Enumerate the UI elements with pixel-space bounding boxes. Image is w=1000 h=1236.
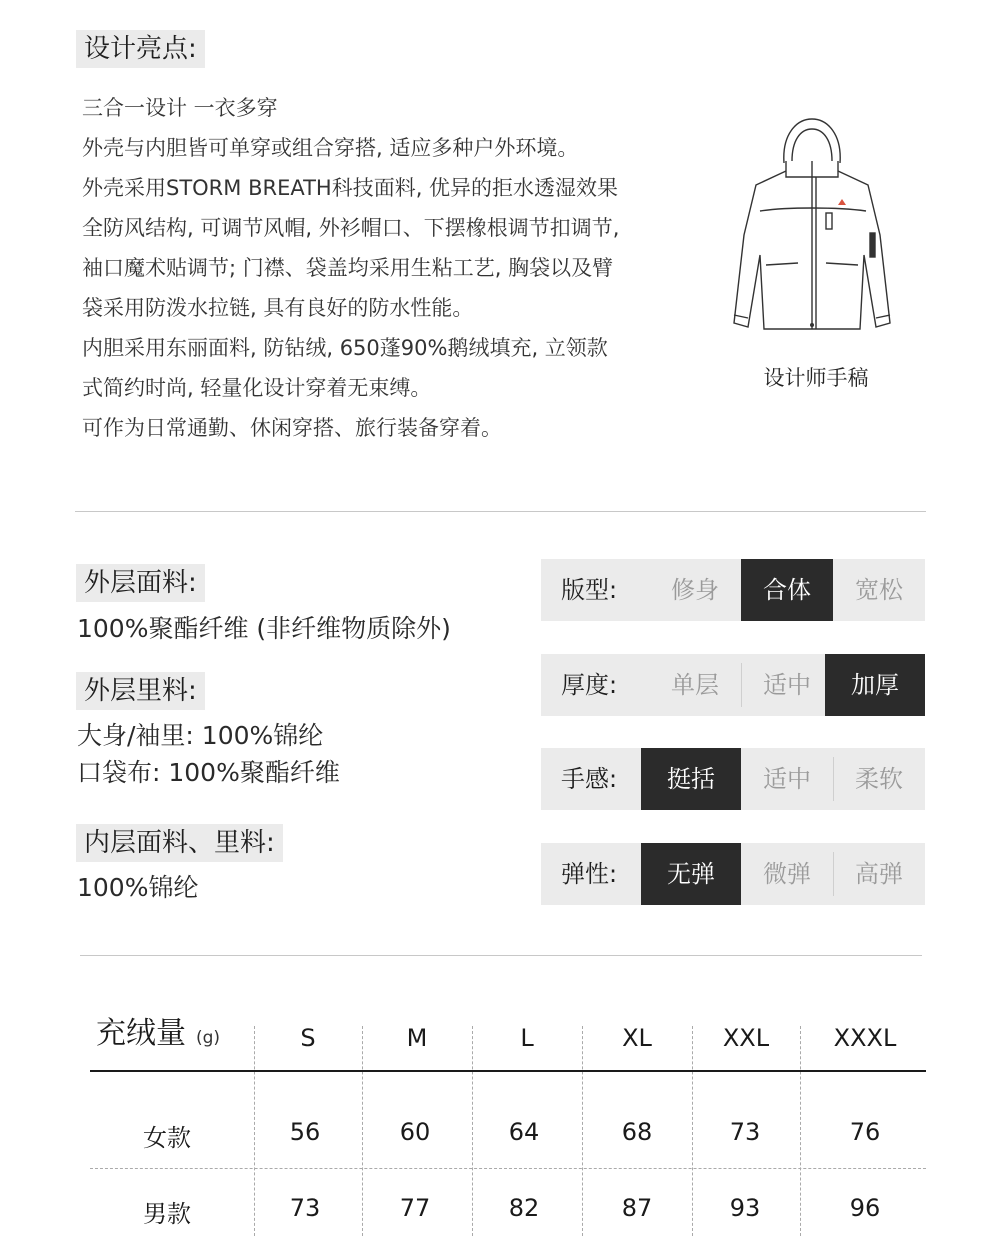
design-line: 内胆采用东丽面料, 防钻绒, 650蓬90%鹅绒填充, 立领款	[82, 336, 608, 360]
attr-option: 高弹	[855, 860, 903, 888]
table-cell: 76	[849, 1118, 881, 1146]
outer-lining-line: 大身/袖里: 100%锦纶	[77, 721, 324, 750]
attr-option: 合体	[741, 559, 833, 621]
table-cell: 73	[289, 1194, 321, 1222]
size-header: XL	[622, 1024, 652, 1052]
sketch-caption: 设计师手稿	[763, 366, 869, 390]
size-header: S	[300, 1024, 316, 1052]
outer-lining-heading: 外层里料:	[76, 672, 205, 710]
design-heading: 设计亮点:	[76, 30, 205, 68]
fill-table-title-text: 充绒量	[96, 1016, 186, 1051]
table-cell: 60	[399, 1118, 431, 1146]
inner-fabric-heading: 内层面料、里料:	[76, 824, 283, 862]
table-cell: 77	[399, 1194, 431, 1222]
outer-fabric-heading: 外层面料:	[76, 564, 205, 602]
design-line: 袖口魔术贴调节; 门襟、袋盖均采用生粘工艺, 胸袋以及臂	[82, 256, 614, 280]
design-description	[82, 88, 702, 448]
design-line: 袋采用防泼水拉链, 具有良好的防水性能。	[82, 296, 474, 320]
table-cell: 56	[289, 1118, 321, 1146]
table-cell: 73	[729, 1118, 761, 1146]
attr-row-fit	[541, 559, 925, 621]
attr-option: 单层	[671, 671, 719, 699]
design-line: 可作为日常通勤、休闲穿搭、旅行装备穿着。	[82, 416, 502, 440]
fill-table-unit: (g)	[196, 1028, 221, 1048]
attr-label: 厚度:	[561, 671, 618, 699]
table-cell: 93	[729, 1194, 761, 1222]
attr-option: 修身	[671, 576, 719, 604]
row-name-women: 女款	[143, 1124, 191, 1152]
attr-option: 宽松	[855, 576, 903, 604]
attr-row-feel	[541, 748, 925, 810]
design-line: 外壳与内胆皆可单穿或组合穿搭, 适应多种户外环境。	[82, 136, 579, 160]
size-header: M	[406, 1024, 428, 1052]
fill-table-title	[96, 1008, 220, 1052]
table-cell: 96	[849, 1194, 881, 1222]
attr-label: 弹性:	[561, 860, 618, 888]
attr-option: 微弹	[763, 860, 811, 888]
attr-option: 挺括	[641, 748, 741, 810]
design-line: 式简约时尚, 轻量化设计穿着无束缚。	[82, 376, 432, 400]
outer-lining-line: 口袋布: 100%聚酯纤维	[77, 758, 340, 787]
section-divider	[75, 511, 926, 512]
size-header: XXXL	[833, 1024, 897, 1052]
design-line: 三合一设计 一衣多穿	[82, 96, 278, 120]
attr-option: 加厚	[825, 654, 925, 716]
table-row-rule	[90, 1168, 926, 1169]
attr-option: 适中	[763, 765, 811, 793]
section-divider	[80, 955, 922, 956]
table-header-rule	[90, 1070, 926, 1072]
outer-fabric-text: 100%聚酯纤维 (非纤维物质除外)	[77, 614, 451, 643]
size-header: XXL	[722, 1024, 770, 1052]
attr-option: 柔软	[855, 765, 903, 793]
table-cell: 68	[621, 1118, 653, 1146]
design-line: 全防风结构, 可调节风帽, 外衫帽口、下摆橡根调节扣调节,	[82, 216, 620, 240]
attr-label: 版型:	[561, 576, 618, 604]
table-cell: 64	[508, 1118, 540, 1146]
attr-row-thickness	[541, 654, 925, 716]
attr-row-elasticity	[541, 843, 925, 905]
table-col-divider	[800, 1026, 801, 1236]
row-name-men: 男款	[143, 1200, 191, 1228]
attr-option: 适中	[763, 671, 811, 699]
table-cell: 87	[621, 1194, 653, 1222]
jacket-sketch-icon	[726, 115, 898, 343]
inner-fabric-text: 100%锦纶	[77, 873, 199, 902]
design-line: 外壳采用STORM BREATH科技面料, 优异的拒水透湿效果	[82, 176, 619, 200]
attr-option: 无弹	[641, 843, 741, 905]
attr-label: 手感:	[561, 765, 618, 793]
size-header: L	[520, 1024, 534, 1052]
table-cell: 82	[508, 1194, 540, 1222]
